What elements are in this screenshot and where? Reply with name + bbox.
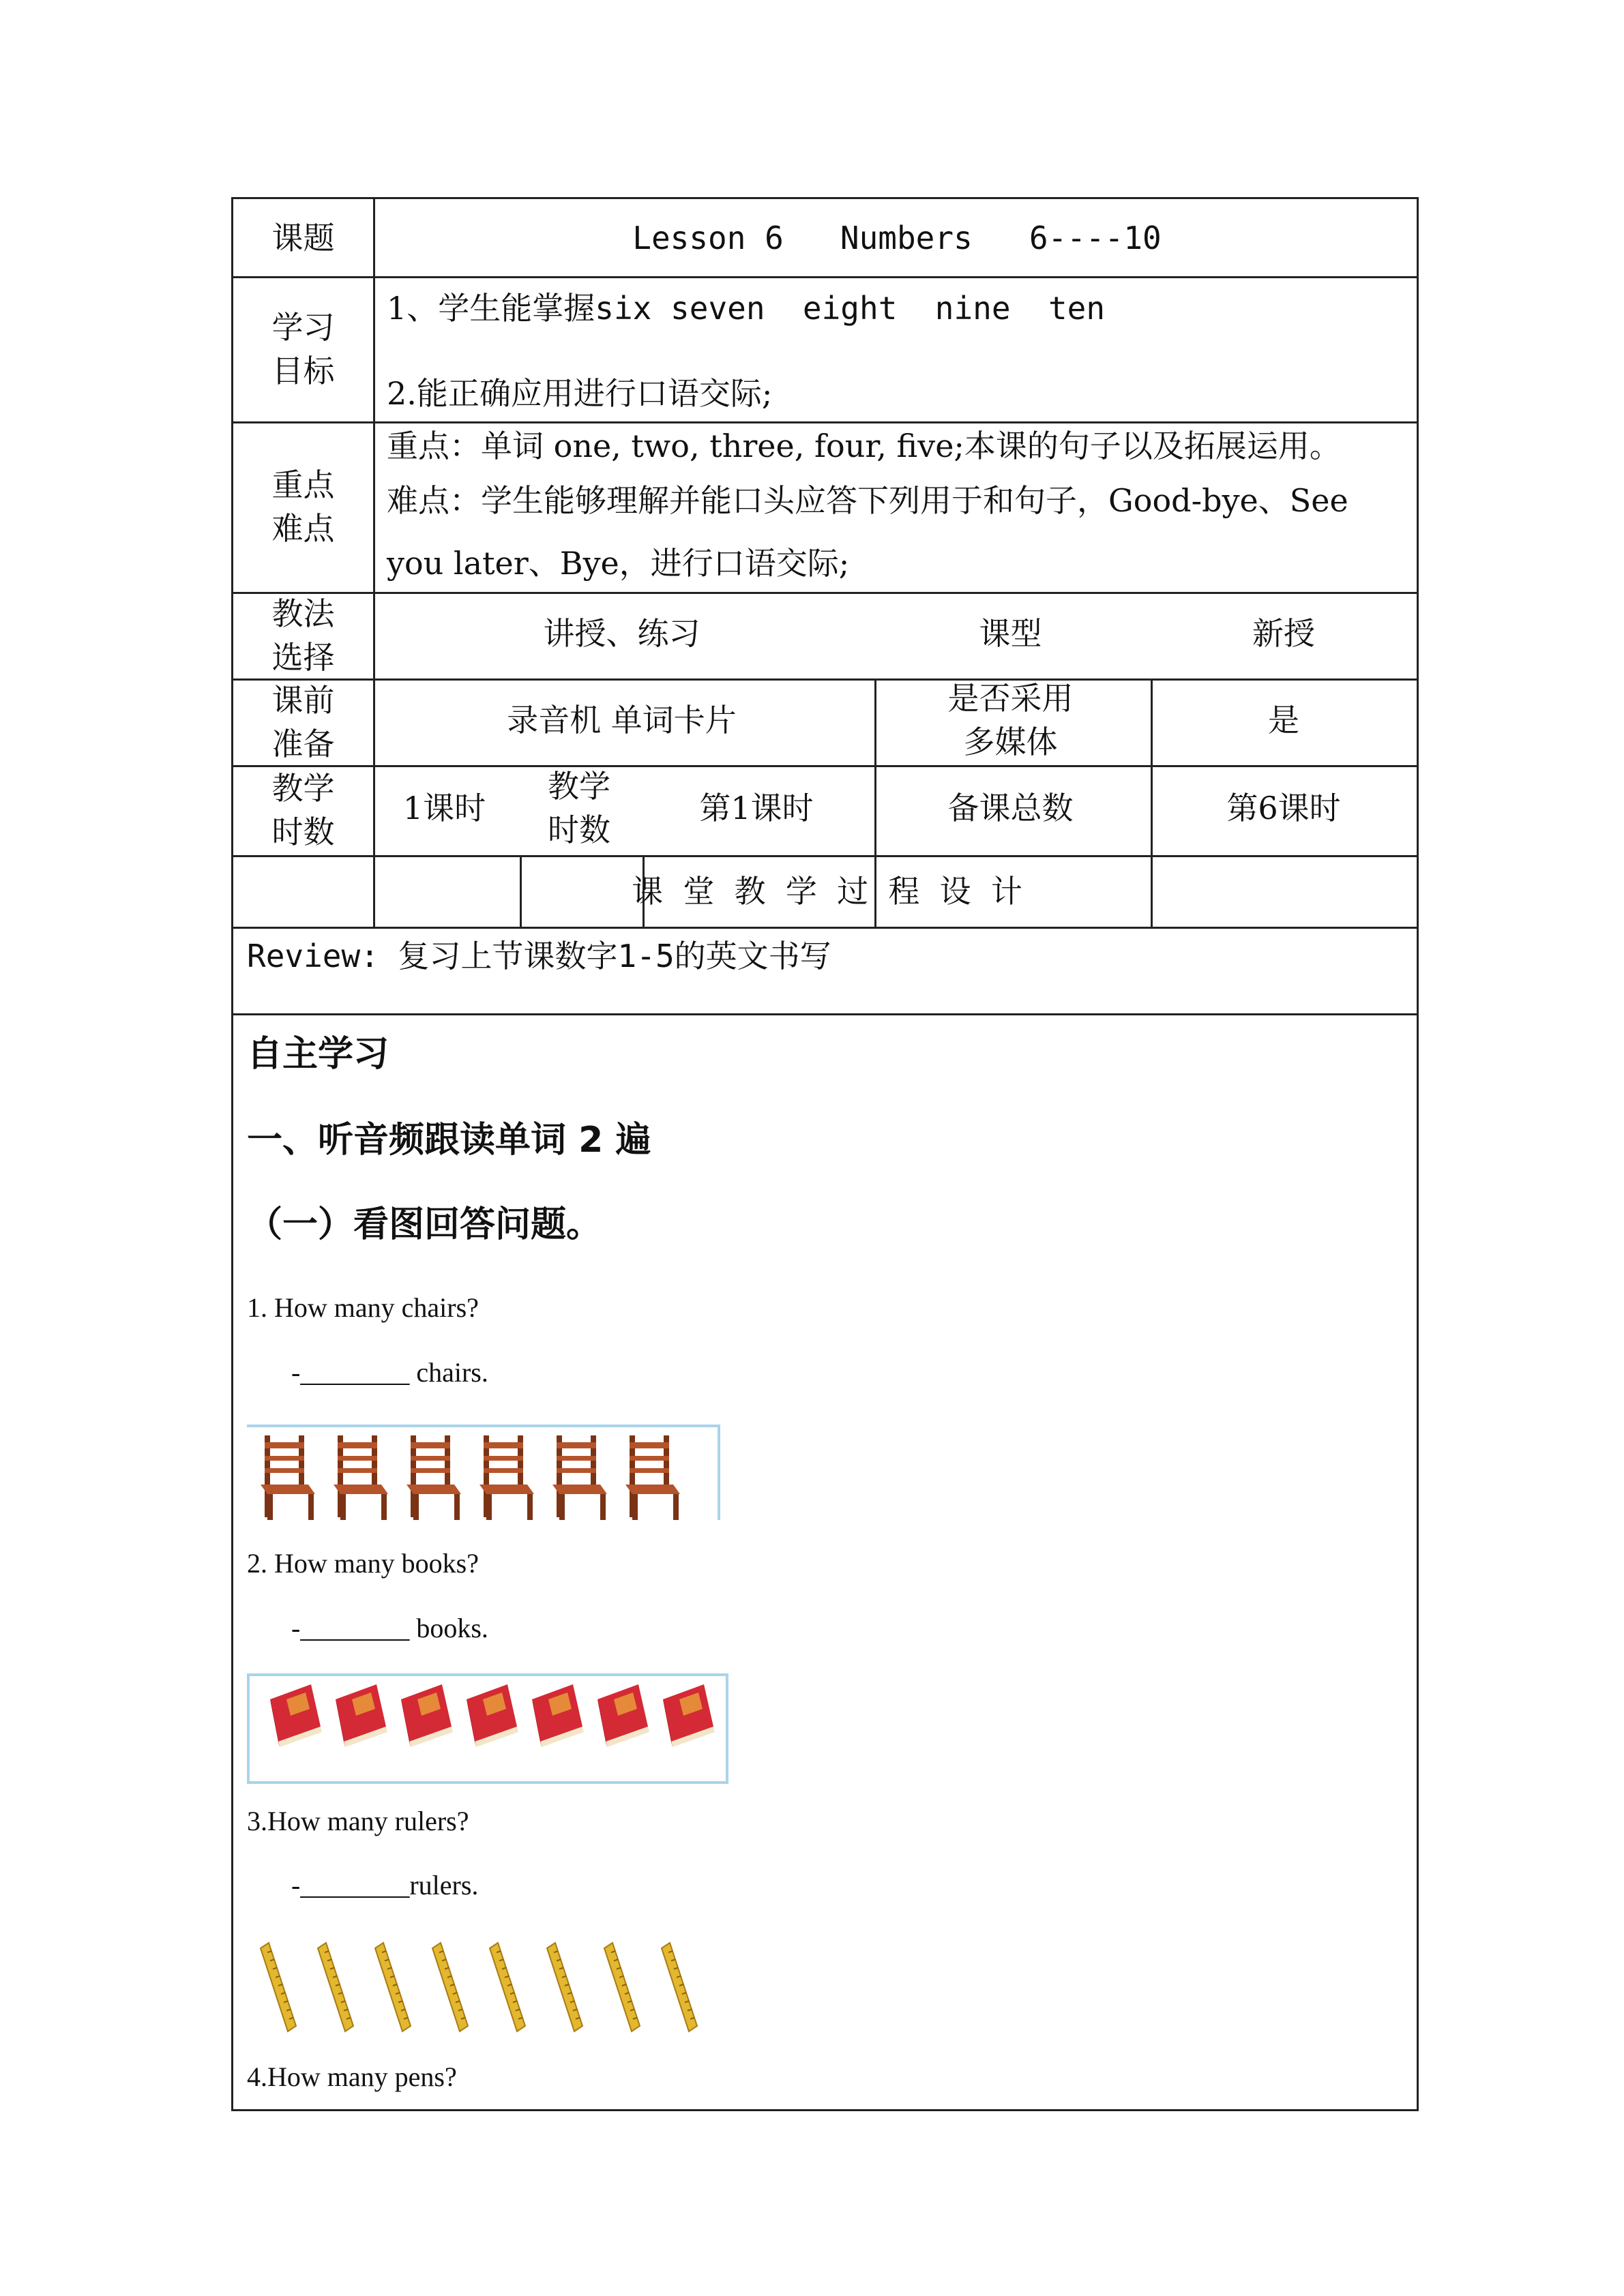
prep-value: 录音机 单词卡片 [507, 701, 737, 739]
self-study-heading: 自主学习 [247, 1034, 389, 1075]
review-text: Review: 复习上节课数字1-5的英文书写 [247, 938, 831, 974]
objectives-label-line1: 学习 [271, 308, 335, 346]
media-label-line1: 是否采用 [947, 679, 1074, 717]
objectives-label-line2: 目标 [271, 352, 335, 389]
answer-line-1: -________ chairs. [291, 1357, 488, 1388]
keypoint-line-2: 难点：学生能够理解并能口头应答下列用于和句子，Good-bye、See [387, 482, 1348, 519]
keypoint-line-3: you later、Bye，进行口语交际; [387, 545, 850, 582]
hours-value-2: 第1课时 [699, 790, 814, 826]
keypoint-line-1: 重点：单词 one, two, three, four, five;本课的句子以及拓展运用。 [387, 428, 1341, 464]
question-4: 4.How many pens? [247, 2061, 457, 2092]
topic-value: Lesson 6 Numbers 6----10 [632, 219, 1162, 256]
answer-line-3: -________rulers. [291, 1870, 479, 1900]
question-2: 2. How many books? [247, 1548, 479, 1579]
media-label-line2: 多媒体 [963, 723, 1058, 760]
answer-line-2: -________ books. [291, 1613, 488, 1643]
prep-label-line2: 准备 [271, 725, 335, 762]
total-lessons-value: 第6课时 [1226, 790, 1341, 826]
hours-label-line2: 时数 [271, 814, 335, 850]
media-value: 是 [1268, 701, 1299, 739]
subsection-heading: （一）看图回答问题。 [247, 1204, 602, 1245]
prep-label-line1: 课前 [271, 681, 335, 719]
question-3: 3.How many rulers? [247, 1806, 469, 1836]
objective-line-1-en: six seven eight nine ten [595, 290, 1106, 327]
table-cells-layer [231, 197, 1419, 2111]
lesson-type-label: 课型 [979, 614, 1042, 652]
hours-label-2-line1: 教学 [548, 768, 610, 805]
keypoints-label-line2: 难点 [271, 510, 335, 547]
media-label [872, 676, 1149, 763]
total-lessons-label: 备课总数 [947, 790, 1074, 826]
topic-label: 课题 [271, 219, 335, 256]
method-label-line1: 教法 [271, 595, 335, 632]
method-value-cell: 讲授、练习 [543, 614, 700, 652]
section-1-heading: 一、听音频跟读单词 2 遍 [247, 1120, 651, 1161]
hours-label-2 [518, 763, 640, 853]
hours-label-2-line2: 时数 [548, 811, 610, 848]
lesson-type-value: 新授 [1252, 614, 1315, 652]
question-1: 1. How many chairs? [247, 1292, 479, 1323]
design-title: 课 堂 教 学 过 程 设 计 [632, 872, 1022, 910]
objective-line-1-cn: 1、学生能掌握 [387, 290, 595, 327]
hours-label-line1: 教学 [271, 770, 335, 807]
objective-line-2: 2.能正确应用进行口语交际; [387, 375, 773, 412]
hours-value: 1课时 [402, 790, 486, 826]
keypoints-label-line1: 重点 [271, 466, 335, 503]
method-label-line2: 选择 [271, 638, 335, 676]
